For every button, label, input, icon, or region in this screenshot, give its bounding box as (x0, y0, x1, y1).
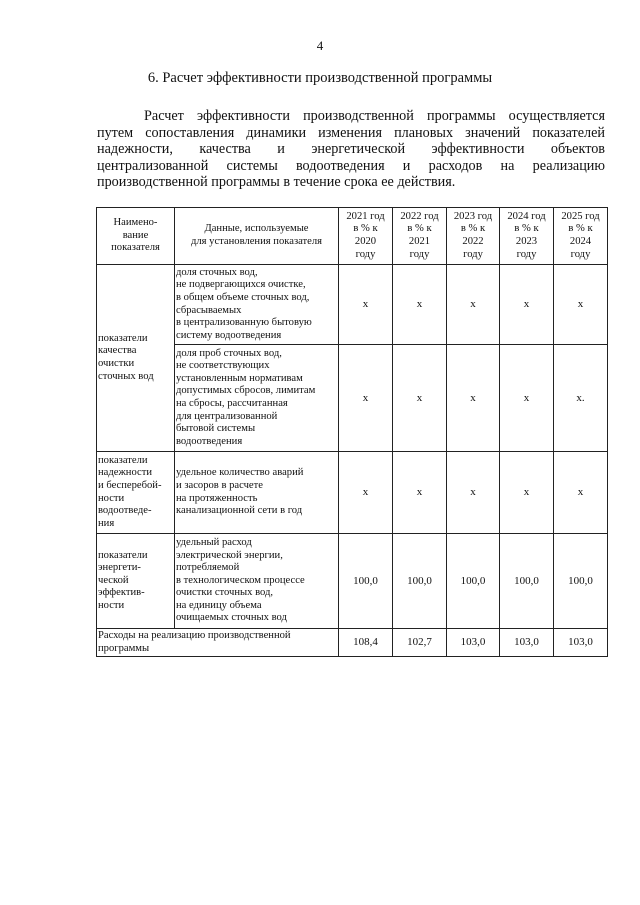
value-cell: 100,0 (554, 534, 608, 629)
header-year-2024: 2024 год в % к 2023 году (500, 208, 554, 265)
data-cell: доля проб сточных вод, не соответствующих установленным нормативам допустимых сбросов, лимитам на сбросы, рассчитанная для централизованной бытовой системы водоотведения (175, 345, 339, 452)
value-cell: x (339, 265, 393, 345)
value-cell: x (393, 265, 447, 345)
value-cell: 100,0 (500, 534, 554, 629)
total-value-cell: 103,0 (554, 629, 608, 657)
value-cell: 100,0 (447, 534, 500, 629)
indicator-cell: показатели надежности и бесперебой- ности водоотведе- ния (97, 452, 175, 534)
value-cell: x (447, 452, 500, 534)
indicator-cell: показатели качества очистки сточных вод (97, 265, 175, 452)
total-value-cell: 108,4 (339, 629, 393, 657)
value-cell: x (339, 345, 393, 452)
efficiency-table (96, 207, 608, 657)
value-cell: x (554, 265, 608, 345)
header-indicator: Наимено- вание показателя (97, 208, 175, 265)
value-cell: x (447, 265, 500, 345)
data-cell: удельное количество аварий и засоров в расчете на протяженность канализационной сети в год (175, 452, 339, 534)
table-row (97, 265, 608, 345)
total-value-cell: 102,7 (393, 629, 447, 657)
data-cell: удельный расход электрической энергии, потребляемой в технологическом процессе очистки сточных вод, на единицу объема очищаемых сточных вод (175, 534, 339, 629)
header-year-2022: 2022 год в % к 2021 году (393, 208, 447, 265)
total-value-cell: 103,0 (447, 629, 500, 657)
header-data: Данные, используемые для установления показателя (175, 208, 339, 265)
value-cell: 100,0 (339, 534, 393, 629)
header-year-2025: 2025 год в % к 2024 году (554, 208, 608, 265)
value-cell: x. (554, 345, 608, 452)
indicator-cell: показатели энергети- ческой эффектив- ности (97, 534, 175, 629)
table-row (97, 534, 608, 629)
value-cell: x (554, 452, 608, 534)
value-cell: x (500, 452, 554, 534)
value-cell: x (500, 345, 554, 452)
table-row (97, 452, 608, 534)
value-cell: x (500, 265, 554, 345)
value-cell: x (447, 345, 500, 452)
header-year-2021: 2021 год в % к 2020 году (339, 208, 393, 265)
total-row (97, 629, 608, 657)
total-label: Расходы на реализацию производственной программы (97, 629, 339, 657)
total-value-cell: 103,0 (500, 629, 554, 657)
value-cell: x (393, 452, 447, 534)
section-heading: 6. Расчет эффективности производственной программы (147, 70, 493, 86)
table-header-row (97, 208, 608, 265)
value-cell: 100,0 (393, 534, 447, 629)
value-cell: x (339, 452, 393, 534)
data-cell: доля сточных вод, не подвергающихся очистке, в общем объеме сточных вод, сбрасываемых в централизованную бытовую систему водоотведения (175, 265, 339, 345)
page-number: 4 (316, 38, 324, 53)
value-cell: x (393, 345, 447, 452)
body-paragraph: Расчет эффективности производственной программы осуществляется путем сопоставления динамики изменения плановых значений показателей надежности, качества и энергетической эффективности объектов централизованной системы водоотведения и расходов на реализацию производственной программы в течение срока ее действия. (97, 108, 605, 191)
header-year-2023: 2023 год в % к 2022 году (447, 208, 500, 265)
